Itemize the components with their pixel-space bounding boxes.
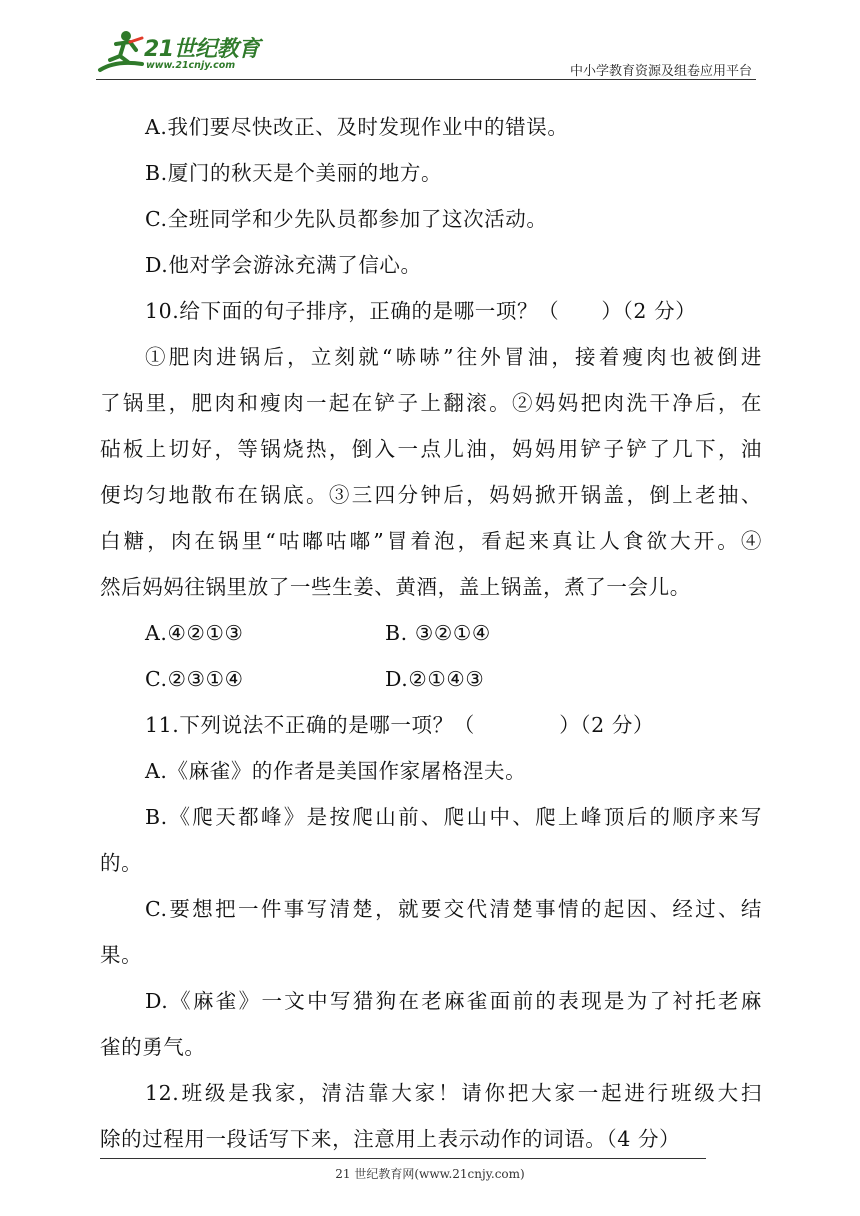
q10-passage-line: ①肥肉进锅后，立刻就“哧哧”往外冒油，接着瘦肉也被倒进 <box>145 345 762 369</box>
site-logo <box>96 30 266 80</box>
footer-divider <box>100 1158 706 1159</box>
q10-passage-line: 砧板上切好，等锅烧热，倒入一点儿油，妈妈用铲子铲了几下，油 <box>100 437 762 461</box>
q12-stem: 12.班级是我家，清洁靠大家！请你把大家一起进行班级大扫 <box>145 1081 762 1105</box>
q9-option-a: A.我们要尽快改正、及时发现作业中的错误。 <box>145 115 569 139</box>
q11-option-d: D.《麻雀》一文中写猎狗在老麻雀面前的表现是为了衬托老麻 <box>145 989 762 1013</box>
q10-options-row <box>100 656 762 702</box>
q9-option-c: C.全班同学和少先队员都参加了这次活动。 <box>145 207 548 231</box>
q10-options-row <box>100 610 762 656</box>
q9-option-b: B.厦门的秋天是个美丽的地方。 <box>145 161 443 185</box>
q11-option-b: B.《爬天都峰》是按爬山前、爬山中、爬上峰顶后的顺序来写 <box>145 805 762 829</box>
q11-option-c: C.要想把一件事写清楚，就要交代清楚事情的起因、经过、结 <box>145 897 762 921</box>
q11-option-c-cont: 果。 <box>100 943 143 967</box>
q10-option-b: B. ③②①④ <box>385 621 491 645</box>
platform-name: 中小学教育资源及组卷应用平台 <box>569 64 752 79</box>
exam-content <box>100 104 762 1162</box>
page-footer: 21 世纪教育网(www.21cnjy.com) <box>335 1167 525 1181</box>
q10-stem: 10.给下面的句子排序，正确的是哪一项？（ ）（2 分） <box>145 299 697 323</box>
page-header <box>0 0 860 80</box>
q11-option-a: A.《麻雀》的作者是美国作家屠格涅夫。 <box>145 759 527 783</box>
q10-option-d: D.②①④③ <box>385 667 485 691</box>
q11-stem: 11.下列说法不正确的是哪一项？（ ）（2 分） <box>145 713 655 737</box>
q10-option-c: C.②③①④ <box>145 667 244 691</box>
q12-stem-cont: 除的过程用一段话写下来，注意用上表示动作的词语。（4 分） <box>100 1127 681 1151</box>
q10-passage-line: 白糖，肉在锅里“咕嘟咕嘟”冒着泡，看起来真让人食欲大开。④ <box>100 529 762 553</box>
q11-option-b-cont: 的。 <box>100 851 143 875</box>
header-divider <box>96 79 756 80</box>
q10-passage-line: 然后妈妈往锅里放了一些生姜、黄酒，盖上锅盖，煮了一会儿。 <box>100 575 691 599</box>
q9-option-d: D.他对学会游泳充满了信心。 <box>145 253 422 277</box>
logo-brand-text: 21世纪教育 <box>144 37 260 62</box>
q10-passage-line: 便均匀地散布在锅底。③三四分钟后，妈妈掀开锅盖，倒上老抽、 <box>100 483 762 507</box>
q10-option-a: A.④②①③ <box>145 621 244 645</box>
q10-passage-line: 了锅里，肥肉和瘦肉一起在铲子上翻滚。②妈妈把肉洗干净后，在 <box>100 391 762 415</box>
logo-url-text: www.21cnjy.com <box>146 60 236 71</box>
q11-option-d-cont: 雀的勇气。 <box>100 1035 206 1059</box>
